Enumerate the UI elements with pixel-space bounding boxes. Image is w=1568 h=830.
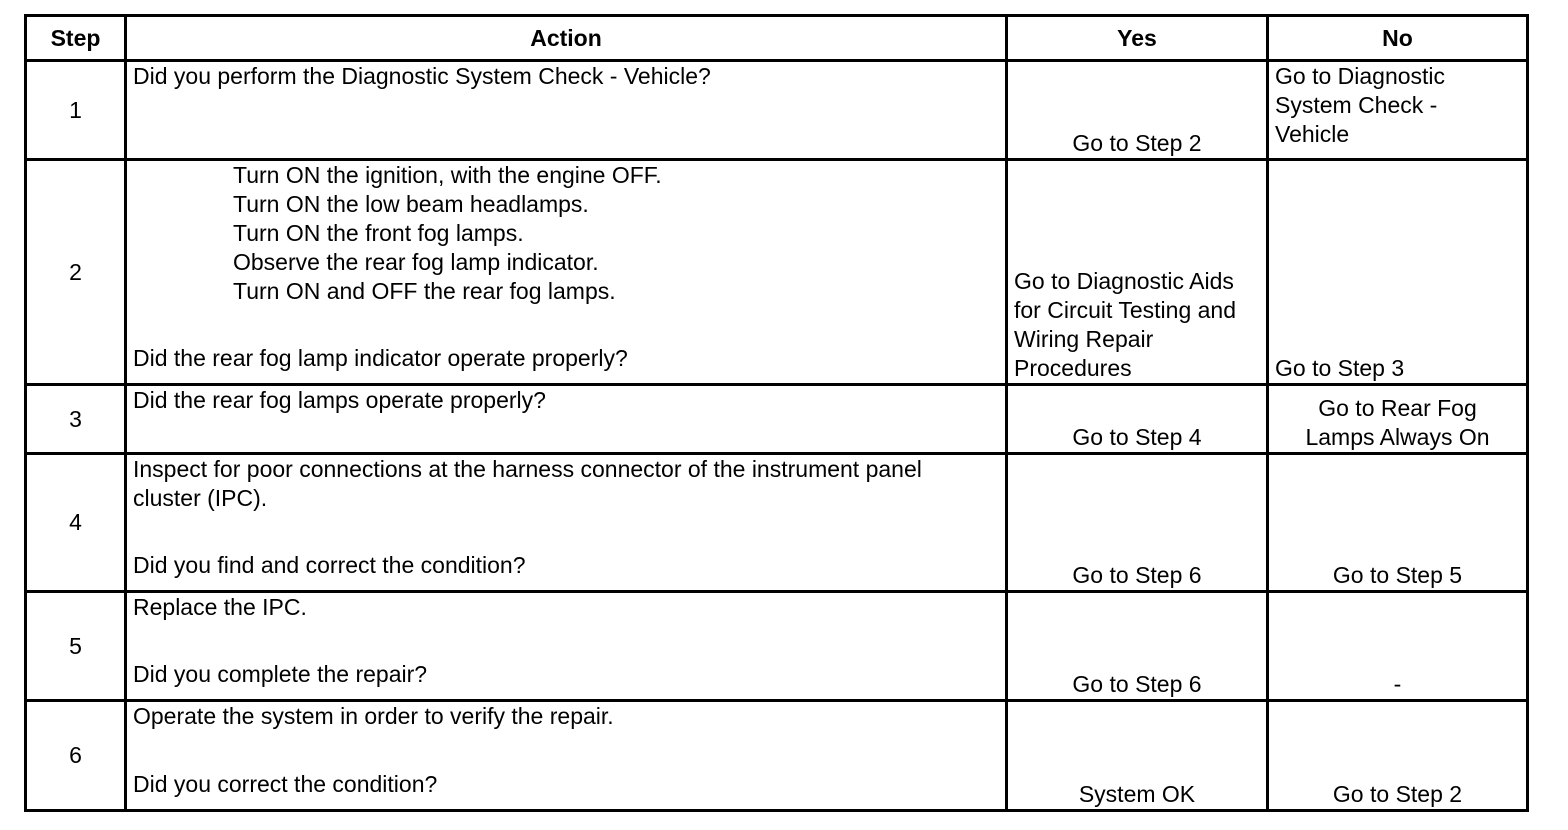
action-text: Replace the IPC. [133, 594, 307, 620]
no-cell [1268, 385, 1528, 454]
action-text: cluster (IPC). [133, 485, 268, 511]
question-text: Did you find and correct the condition? [133, 552, 526, 578]
table-row [26, 592, 1528, 701]
sub-step: Turn ON the low beam headlamps. [233, 191, 589, 217]
question-text: Did you complete the repair? [133, 661, 428, 687]
action-text: Did the rear fog lamps operate properly? [133, 387, 546, 413]
yes-cell: Go to Step 4 [1007, 385, 1268, 454]
table-row [26, 385, 1528, 454]
header-no: No [1268, 16, 1528, 61]
question-text: Did the rear fog lamp indicator operate properly? [133, 345, 628, 371]
sub-step: Turn ON and OFF the rear fog lamps. [233, 278, 616, 304]
table-row [26, 701, 1528, 811]
action-cell [126, 701, 1007, 811]
no-text-line: Go to Diagnostic [1275, 63, 1446, 89]
no-cell: Go to Step 2 [1268, 701, 1528, 811]
header-action: Action [126, 16, 1007, 61]
step-number: 2 [26, 160, 126, 385]
action-cell [126, 454, 1007, 592]
step-number: 4 [26, 454, 126, 592]
sub-step: Turn ON the front fog lamps. [233, 220, 524, 246]
no-text-line: Go to Rear Fog [1318, 395, 1477, 421]
sub-step: Observe the rear fog lamp indicator. [233, 249, 599, 275]
no-cell: Go to Step 5 [1268, 454, 1528, 592]
yes-cell: Go to Step 6 [1007, 592, 1268, 701]
no-cell: - [1268, 592, 1528, 701]
sub-step: Turn ON the ignition, with the engine OFF. [233, 162, 662, 188]
no-cell [1268, 61, 1528, 160]
table-row [26, 61, 1528, 160]
yes-cell [1007, 160, 1268, 385]
yes-text-line: Go to Diagnostic Aids [1014, 268, 1234, 294]
sub-step-list [133, 161, 999, 306]
header-step: Step [26, 16, 126, 61]
header-yes: Yes [1007, 16, 1268, 61]
no-text-line: System Check - [1275, 92, 1438, 118]
action-cell [126, 160, 1007, 385]
no-cell: Go to Step 3 [1268, 160, 1528, 385]
step-number: 5 [26, 592, 126, 701]
yes-cell: Go to Step 6 [1007, 454, 1268, 592]
action-cell [126, 592, 1007, 701]
action-cell [126, 61, 1007, 160]
diagnostic-table [24, 14, 1529, 812]
yes-text-line: Procedures [1014, 355, 1132, 381]
yes-text-line: Wiring Repair [1014, 326, 1154, 352]
action-text: Did you perform the Diagnostic System Check - Vehicle? [133, 63, 711, 89]
header-row [26, 16, 1528, 61]
yes-cell: System OK [1007, 701, 1268, 811]
action-cell [126, 385, 1007, 454]
question-text: Did you correct the condition? [133, 771, 438, 797]
step-number: 3 [26, 385, 126, 454]
step-number: 1 [26, 61, 126, 160]
table-row [26, 160, 1528, 385]
step-number: 6 [26, 701, 126, 811]
table-row [26, 454, 1528, 592]
action-text: Inspect for poor connections at the harness connector of the instrument panel [133, 456, 922, 482]
yes-text-line: for Circuit Testing and [1014, 297, 1237, 323]
action-text: Operate the system in order to verify the repair. [133, 703, 614, 729]
yes-cell: Go to Step 2 [1007, 61, 1268, 160]
no-text-line: Lamps Always On [1305, 424, 1490, 450]
no-text-line: Vehicle [1275, 121, 1350, 147]
